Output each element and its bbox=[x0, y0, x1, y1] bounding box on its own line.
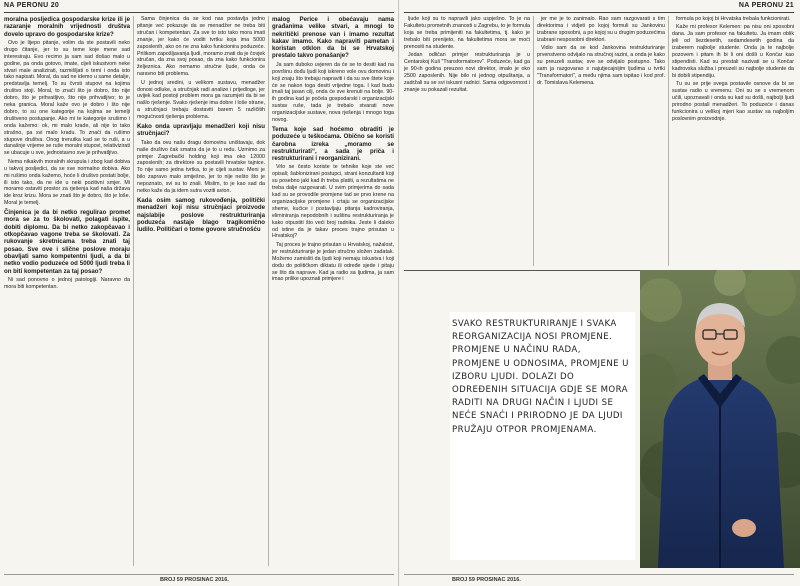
question-subhead: Činjenica je da bi netko regulirao promet mora se za to školovati, polagati ispite, dobiti diplomu. Da bi netko zakopčavao i otkopčavao vagone treba se školovati. Za rukovanje skretnicama treba znati taj posao. Sve ove i slične poslove moraju obavljati samo kompetentni ljudi, a da bi netko vodio poduzeće od 5000 ljudi treba li on biti kompetentan za taj posao? bbox=[4, 209, 130, 275]
body-paragraph: ljude koji su to napravili jako uspješno. To je na Fakultetu prometnih znanosti u Zagrebu, to je formula koja se treba primijeniti na fakultetima, tj. kako je trebalo biti prenijeto, na fakultetima mora se moći prenositi na studente. bbox=[404, 16, 530, 50]
body-paragraph: U jednoj sredini, u velikom sustavu, menadžer donosi odluke, a stručnjak radi analize i prijedloge, jer uvijek kad postoji problem mora ga razumjeti da bi se našlo rješenje. Svako rješenje ima dobre i loše strane, a stručnjaci trebaju dostaviti barem 5 različitih mogućnosti rješenja problema. bbox=[137, 79, 265, 121]
right-column-3 bbox=[672, 16, 794, 266]
right-head-rule bbox=[404, 12, 794, 13]
question-subhead: Kako onda upravljaju menadžeri koji nisu stručnjaci? bbox=[137, 123, 265, 138]
body-paragraph: jer me je to zanimalo. Rao sam razgovarati s tim direktorima i vidjeti po kojoj formuli su Jankovinu izabrane sposobni, a po kojoj su u drugim poduzećima izabrani nesposobni direktori. bbox=[537, 16, 665, 43]
left-footer-rule bbox=[4, 574, 394, 575]
left-running-head: NA PERONU 20 bbox=[4, 2, 60, 9]
column-divider bbox=[668, 16, 669, 266]
body-paragraph: Tako da ovu našu dragu domovinu uništavaju, dok naše društvo čak smatra da je to u redu. Uzmimo za primjer Zagrebački holding koji ima oko 12000 zaposlenih; za direktore su postavili hrvatske tajnice. To nije samo jedna tvrtka, to je cijeli sustav. Meni je bilo zapravo malo smiješno, jer to nije nešto što je nepoznato, svi su to znali. Mislim, to je kao sad da netko kaže da ja idem sutra voziti avion. bbox=[137, 139, 265, 195]
right-column-2 bbox=[537, 16, 665, 266]
right-footer-rule bbox=[404, 574, 794, 575]
left-page bbox=[0, 0, 399, 586]
left-footer: BROJ 59 PROSINAC 2016. bbox=[160, 577, 229, 583]
body-paragraph: Vidio sam da se kod Jankovina restrukturiranje prvenstveno odvijalo na stručnoj razini, a onda je kako su preuzeli sustav, sve se odvijalo postupno. Tako sam ja razgovarao s najutjecajnijim ljudima u tvrtki "Transformatori", a među njima sam ispitao i kod prof. dr. Tomislava Kelemena. bbox=[537, 45, 665, 86]
body-paragraph: Nema nikakvih moralnih skrupula i zbog kad dobiva u takvoj posljedici, da se sve normalno dobiva. Ako mi rušimo onda kažemo, hoće li društvo postati bolje, ili isto tako, da ne ide u neki pozitivni smjer. Mi moramo ostaviti prostor za rješenja kad naša država ide kroz krizu. Mora se znati što je dobro, što je loše. Moral je temelj. bbox=[4, 158, 130, 207]
portrait-illustration bbox=[640, 270, 800, 568]
column-divider bbox=[133, 16, 134, 566]
question-lead: malog Perice i obećavaju nama građanima velike stvari, a mnogi to nekritički prenose van i imamo rezultat kakav imamo. Kako napraviti pametan i koristan otklon da bi se Hrvatskoj prestalo takvo ponašanje? bbox=[272, 16, 394, 60]
right-footer: BROJ 59 PROSINAC 2016. bbox=[452, 577, 521, 583]
left-column-2 bbox=[137, 16, 265, 568]
body-paragraph: Taj proces je trajno prisutan u Hrvatskoj, nažalost, jer restrukturiranje je jedan stručno složen zadatak. Možemo zamisliti da ljudi koji nemaju iskustva i koji dođu do političkom diktatu ili određe sjede i pitaju se što da naprave. Kad ja radio sa ljudima, ja sam imao prilike upoznati primjere i bbox=[272, 241, 394, 283]
portrait-photo bbox=[640, 270, 800, 568]
body-paragraph: Jedan odličan primjer restrukturiranja je u Centarskoj Kuli "Transformatorov". Poduzeće, kad ga je 90-ih godina preuzeo novi direktor, imalo je oko 2500 zaposlenih. Nije bilo ni jednog otpuštanja, a zadržali su se svi iskusni radnici. Sama odgovornost i znanje su pokazali rezultat. bbox=[404, 52, 530, 93]
pull-quote: SVAKO RESTRUKTURIRANJE I SVAKA REORGANIZACIJA NOSI PROMJENE. PROMJENE U NAČINU RADA, PROMJENE U ODNOSIMA, PROMJENE U IZBORU LJUDI. DOLAZI DO ODREĐENIH SITUACIJA GDJE SE MORA RADITI NA DRUGI NAČIN I LJUDI SE NEĆE SNAĆI I PRIRODNO JE DA LJUDI PRUŽAJU OTPOR PROMJENAMA. bbox=[452, 319, 629, 435]
question-lead: moralna posljedica gospodarske krize ili je razaranje moralnih vrijednosti društva dovelo upravo do gospodarske krize? bbox=[4, 16, 130, 38]
body-paragraph: Ni sad ponovno o jednoj patologiji. Naravno da mora biti kompetentan. bbox=[4, 276, 130, 290]
body-paragraph: Sama činjenica da se kod nas postavlja jedno pitanje već pokazuje da se menadžer ne treba biti stručan i kompetentan. Za sve to isto tako mora imati znanje, jer kako će voditi tvrtku koja ima 5000 zaposlenih, ako on ne zna kako funkcionira poduzeće. Prilikom zapošljavanja ljudi, moramo znati da je čovjek stručan, da zna svoj posao, da zna kako funkcionira željeznica. Ako nemamo stručne ljude, onda će naravno biti problema. bbox=[137, 16, 265, 78]
right-running-head: NA PERONU 21 bbox=[738, 2, 794, 9]
body-paragraph: Ovo je lijepo pitanje, volim da ste postavili neko drugo čitanje, jer to su teme koje mene sad interesiraju. Evo recimo ja sam sad došao malo u godine, pa onda gotovo, imate, cijeli iskustvom neke stvari male analizirati, razmišljati o temi i onda isto tako napisati. Moral, da sad ne idemo u same detalje, predstavlja temelj. To su čvrsti stupovi na kojima društvo stoji. Moral, to znači što je dobro, što nije dobro, što je prihvatljivo, što nije prihvatljivo; to je neka granica. Moral kaže ovo je dobro i što nije dobro, to su one kategorije na kojima se temelji društveno postupanje. Ako mi te kategorije srušimo i onda kažemo: ok, mi malo krade, ali nije to tako strašno, pa svi malo kradu. To znači da rušimo stupove društva. Onog trenutka kad se to ruši, a u današnje vrijeme se ruše moralni stupovi, relativizirati se ubacuje u sve, jednostavno sve je prihvatljivo. bbox=[4, 39, 130, 157]
body-paragraph: Vrlo se često koriste te tehnike koje ste već opisali; šablonizirani postupci, strani konzultanti koji su posebno jaki kad ih treba platiti, a rezultatima ne treba dalje razgovarati. U svim primjerima do sada kad su se provodile promjene tad se prvo krene na organizacijske promjene i crtaju se organizacijske sheme, kućice i postavljaju pitanja kadroviranja, eliminiranja nepodobnih i suštinu restrukturiranja je kako otpustiti što veći broj radnika. Jeste li daleko od istine da je takav proces trajno prisutan u Hrvatskoj? bbox=[272, 164, 394, 240]
column-divider bbox=[533, 16, 534, 266]
left-column-3 bbox=[272, 16, 394, 568]
right-column-1 bbox=[404, 16, 530, 266]
body-paragraph: Kaže mi profesor Kelemen: pa nisu oni sposobni dana. Ja sam profesor na fakultetu. Ja imam oblik jeli od šezdesetih, sedamdesetih godina da izaberem najbolje studente. Onda ja te najbolje pozovem i pitam ih bi li oni došli u Končar kao stipendisti. Kad su prestali nazivati se u Končar kadrovska služba i preuzeli su najbolje studente da bi dobili stipendiju. bbox=[672, 24, 794, 79]
column-divider bbox=[268, 16, 269, 566]
question-subhead: Kada osim samog rukovođenja, politički menadžeri koji nisu stručnjaci proizvode najslabije poslove restrukturiranja poduzeća nastaje blago tragikomično ludilo. Političari o tome govore stručnošću bbox=[137, 196, 265, 234]
left-column-1 bbox=[4, 16, 130, 568]
question-subhead: Tema koje sad hoćemo obraditi je poduzeće u teškoćama. Obično se koristi čarobna izreka „moramo se restrukturirati“, a sada je priča i restrukturirani i reorganizirani. bbox=[272, 125, 394, 163]
body-paragraph: formula po kojoj bi Hrvatska trebala funkcionirati. bbox=[676, 16, 791, 22]
left-head-rule bbox=[4, 12, 394, 13]
body-paragraph: Ja sam duboko uvjeren da će se to desiti kad na površinu dođu ljudi koji iskreno vole ovu domovinu i koji znaju što trebaju napraviti i da su sve štete koje će se nakon toga desiti vrijedne toga. I kad budu imali taj jasan cilj, onda će sve krenuti na bolje. 90-ih godina kad je počela gospodarski i organizacijski sustav ruše, tada je trebalo stvarati nove organizacijske sustave, nova rješenja i mnogo toga novog. bbox=[272, 61, 394, 124]
body-paragraph: Tu su se prije svega postavile osnove da bi se sustav radio u vremenu. Oni su se s vremenom učili, upoznavali i onda su kad su došli, najbolji ljudi prirodno postali menadžeri. To poduzeće i danas funkcionira u velikoj mjeri kao sustav sa najboljim poslovnim proizvodnje. bbox=[672, 81, 794, 122]
